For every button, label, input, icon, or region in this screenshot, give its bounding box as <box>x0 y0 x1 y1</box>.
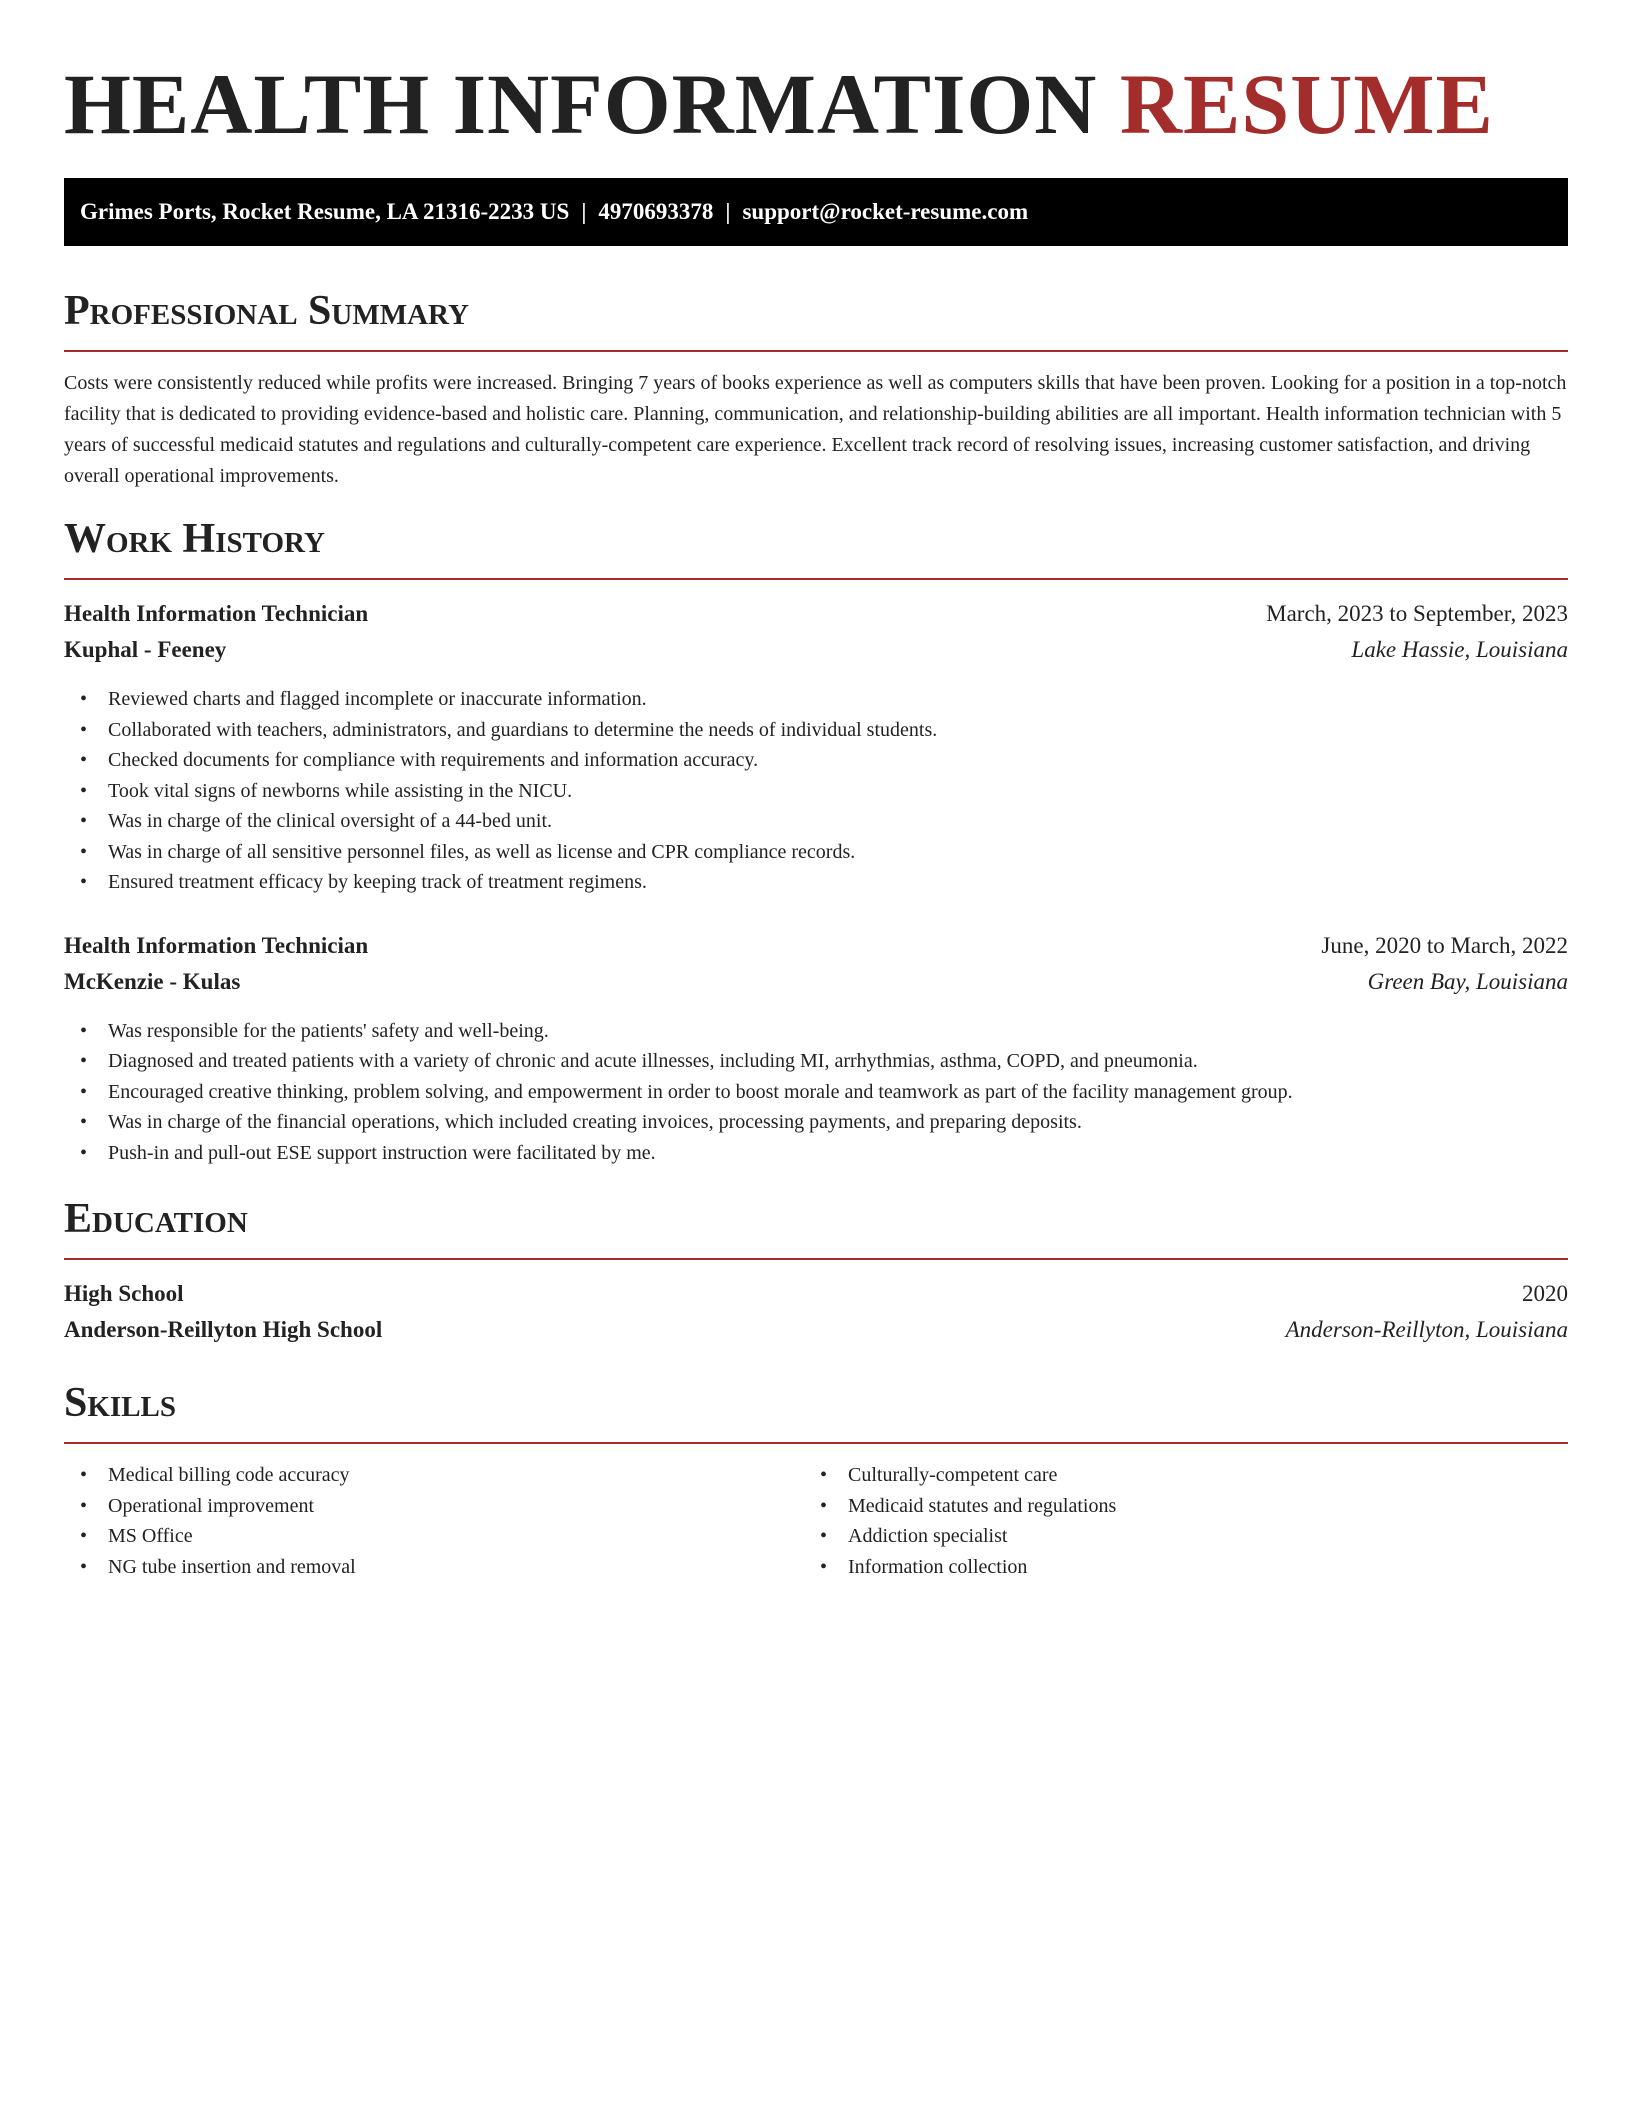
skill-item: • Medicaid statutes and regulations <box>804 1491 1544 1522</box>
skills-section <box>64 1378 1568 1582</box>
skill-item: • Medical billing code accuracy <box>64 1460 804 1491</box>
job-bullets <box>64 684 1568 898</box>
skill-item: • Addiction specialist <box>804 1521 1544 1552</box>
education-school: Anderson-Reillyton High School <box>64 1317 383 1342</box>
resume-page <box>64 0 1568 1582</box>
section-heading-work: Work History <box>64 516 325 562</box>
job-company: McKenzie - Kulas <box>64 968 241 994</box>
job-bullet: • Diagnosed and treated patients with a variety of chronic and acute illnesses, including MI, arrhythmias, asthma, COPD, and pneumonia. <box>64 1046 1568 1077</box>
summary-section <box>64 286 1568 492</box>
section-heading-summary: Professional Summary <box>64 288 469 334</box>
job-bullet: • Was in charge of the financial operations, which included creating invoices, processing payments, and preparing deposits. <box>64 1107 1568 1138</box>
skill-item: • Operational improvement <box>64 1491 804 1522</box>
job-dates: March, 2023 to September, 2023 <box>1266 601 1568 626</box>
education-year: 2020 <box>1522 1281 1568 1306</box>
resume-title <box>64 56 1568 152</box>
job-bullet: • Encouraged creative thinking, problem solving, and empowerment in order to boost morale and teamwork as part of the facility management group. <box>64 1077 1568 1108</box>
job-bullet: • Push-in and pull-out ESE support instruction were facilitated by me. <box>64 1138 1568 1169</box>
skill-item: • MS Office <box>64 1521 804 1552</box>
work-history-section <box>64 514 1568 1168</box>
job-title: Health Information Technician <box>64 932 369 958</box>
skills-column-right <box>804 1460 1544 1582</box>
education-entry <box>64 1276 1568 1348</box>
contact-address: Grimes Ports, Rocket Resume, LA 21316-2233 US <box>80 199 570 224</box>
job-entry <box>64 928 1568 1169</box>
job-entry <box>64 596 1568 898</box>
job-dates: June, 2020 to March, 2022 <box>1321 932 1568 958</box>
education-school-row <box>64 1312 1568 1348</box>
title-accent: RESUME <box>1119 56 1494 152</box>
job-header-row <box>64 596 1568 632</box>
job-company: Kuphal - Feeney <box>64 637 227 662</box>
section-divider <box>64 1442 1568 1444</box>
contact-separator: | <box>725 199 731 224</box>
job-bullet: • Collaborated with teachers, administrators, and guardians to determine the needs of individual students. <box>64 715 1568 746</box>
title-main: HEALTH INFORMATION <box>64 56 1098 152</box>
skills-grid <box>64 1460 1568 1582</box>
education-degree: High School <box>64 1281 184 1306</box>
skill-item: • Culturally-competent care <box>804 1460 1544 1491</box>
job-location: Lake Hassie, Louisiana <box>1351 637 1568 662</box>
contact-email: support@rocket-resume.com <box>742 199 1029 224</box>
contact-separator: | <box>581 199 587 224</box>
summary-text: Costs were consistently reduced while profits were increased. Bringing 7 years of books experience as well as computers skills that have been proven. Looking for a position in a top-notch facility that is dedicated to providing evidence-based and holistic care. Planning, communication, and relationship-building abilities are all important. Health information technician with 5 years of successful medicaid statutes and regulations and culturally-competent care experience. Excellent track record of resolving issues, increasing customer satisfaction, and driving overall operational improvements. <box>64 372 1567 487</box>
job-company-row <box>64 964 1568 1000</box>
job-bullet: • Was in charge of all sensitive personnel files, as well as license and CPR compliance records. <box>64 837 1568 868</box>
job-bullet: • Was in charge of the clinical oversight of a 44-bed unit. <box>64 806 1568 837</box>
job-bullet: • Checked documents for compliance with requirements and information accuracy. <box>64 745 1568 776</box>
skills-column-left <box>64 1460 804 1582</box>
job-location: Green Bay, Louisiana <box>1367 968 1568 994</box>
education-header-row <box>64 1276 1568 1312</box>
contact-bar <box>64 178 1568 246</box>
job-bullets <box>64 1016 1568 1169</box>
job-bullet: • Took vital signs of newborns while assisting in the NICU. <box>64 776 1568 807</box>
job-bullet: • Reviewed charts and flagged incomplete or inaccurate information. <box>64 684 1568 715</box>
job-title: Health Information Technician <box>64 601 369 626</box>
job-bullet: • Ensured treatment efficacy by keeping track of treatment regimens. <box>64 867 1568 898</box>
education-location: Anderson-Reillyton, Louisiana <box>1285 1317 1568 1342</box>
contact-phone: 4970693378 <box>598 199 714 224</box>
section-heading-education: Education <box>64 1196 248 1242</box>
education-section <box>64 1194 1568 1348</box>
section-divider <box>64 578 1568 580</box>
job-company-row <box>64 632 1568 668</box>
section-heading-skills: Skills <box>64 1380 177 1426</box>
job-header-row <box>64 928 1568 964</box>
skill-item: • Information collection <box>804 1552 1544 1583</box>
section-divider <box>64 350 1568 352</box>
skill-item: • NG tube insertion and removal <box>64 1552 804 1583</box>
job-bullet: • Was responsible for the patients' safety and well-being. <box>64 1016 1568 1047</box>
section-divider <box>64 1258 1568 1260</box>
